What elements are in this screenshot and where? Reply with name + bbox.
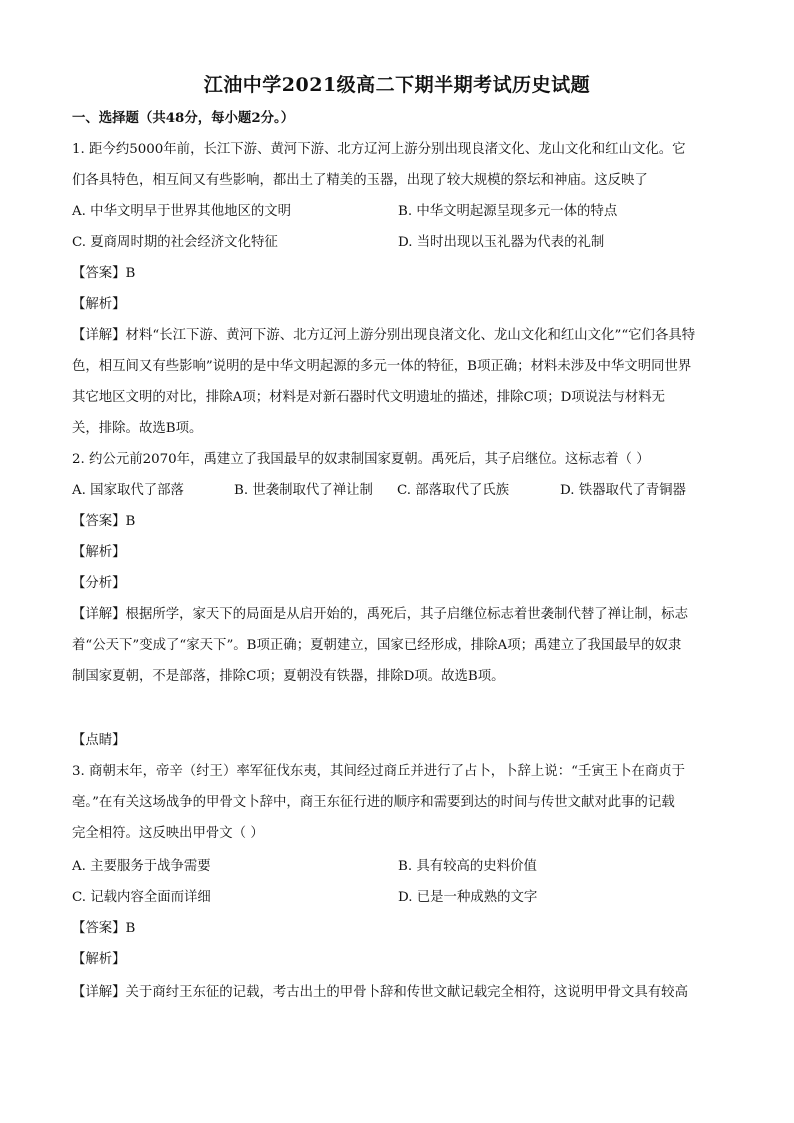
q2-answer: 【答案】B — [72, 514, 136, 529]
q3-stem-line-3: 完全相符。这反映出甲骨文（ ） — [72, 826, 264, 841]
q3-option-d: D. 已是一种成熟的文字 — [398, 890, 538, 905]
q3-detail-line-1: 【详解】关于商纣王东征的记载，考古出土的甲骨卜辞和传世文献记载完全相符，这说明甲骨文具有较高 — [72, 985, 688, 1000]
q3-stem-line-2: 亳。”在有关这场战争的甲骨文卜辞中，商王东征行进的顺序和需要到达的时间与传世文献对此事的记载 — [72, 795, 675, 810]
q1-stem-line-1: 1. 距今约5000年前，长江下游、黄河下游、北方辽河上游分别出现良渚文化、龙山文化和红山文化。它 — [72, 142, 686, 157]
q3-option-c: C. 记载内容全面而详细 — [72, 890, 211, 905]
q1-detail-line-3: 其它地区文明的对比，排除A项；材料是对新石器时代文明遗址的描述，排除C项；D项说法与材料无 — [72, 390, 666, 405]
q1-analysis-label: 【解析】 — [72, 297, 126, 312]
q2-option-d: D. 铁器取代了青铜器 — [560, 483, 686, 498]
q1-option-c: C. 夏商周时期的社会经济文化特征 — [72, 235, 278, 250]
q1-detail-line-2: 色，相互间又有些影响”说明的是中华文明起源的多元一体的特征，B项正确；材料未涉及中华文明同世界 — [72, 359, 692, 374]
q2-fenxi-label: 【分析】 — [72, 576, 126, 591]
page-title: 江油中学2021级高二下期半期考试历史试题 — [203, 74, 591, 96]
q1-answer: 【答案】B — [72, 266, 136, 281]
q1-detail-line-4: 关，排除。故选B项。 — [72, 421, 203, 436]
q2-detail-line-3: 制国家夏朝，不是部落，排除C项；夏朝没有铁器，排除D项。故选B项。 — [72, 669, 505, 684]
q1-option-a: A. 中华文明早于世界其他地区的文明 — [72, 204, 292, 219]
q3-option-a: A. 主要服务于战争需要 — [72, 859, 211, 874]
q2-option-b: B. 世袭制取代了禅让制 — [234, 483, 373, 498]
q2-detail-line-2: 着“公天下”变成了“家天下”。B项正确；夏朝建立，国家已经形成，排除A项；禹建立了我国最早的奴隶 — [72, 638, 682, 653]
section-heading: 一、选择题（共48分，每小题2分。） — [72, 110, 295, 126]
q2-stem: 2. 约公元前2070年，禹建立了我国最早的奴隶制国家夏朝。禹死后，其子启继位。这标志着（ ） — [72, 452, 650, 467]
q1-option-b: B. 中华文明起源呈现多元一体的特点 — [398, 204, 618, 219]
q1-detail-line-1: 【详解】材料“长江下游、黄河下游、北方辽河上游分别出现良渚文化、龙山文化和红山文化”“它们各具特 — [72, 328, 696, 343]
q2-dianjing-label: 【点睛】 — [72, 733, 126, 748]
q2-option-c: C. 部落取代了氏族 — [397, 483, 510, 498]
q2-analysis-label: 【解析】 — [72, 545, 126, 560]
q1-option-d: D. 当时出现以玉礼器为代表的礼制 — [398, 235, 605, 250]
q3-stem-line-1: 3. 商朝末年，帝辛（纣王）率军征伐东夷，其间经过商丘并进行了占卜，卜辞上说：“壬寅王卜在商贞于 — [72, 764, 686, 779]
q3-analysis-label: 【解析】 — [72, 952, 126, 967]
q2-detail-line-1: 【详解】根据所学，家天下的局面是从启开始的，禹死后，其子启继位标志着世袭制代替了禅让制，标志 — [72, 607, 688, 622]
q3-option-b: B. 具有较高的史料价值 — [398, 859, 537, 874]
q1-stem-line-2: 们各具特色，相互间又有些影响，都出土了精美的玉器，出现了较大规模的祭坛和神庙。这反映了 — [72, 173, 648, 188]
q2-option-a: A. 国家取代了部落 — [72, 483, 184, 498]
q3-answer: 【答案】B — [72, 921, 136, 936]
